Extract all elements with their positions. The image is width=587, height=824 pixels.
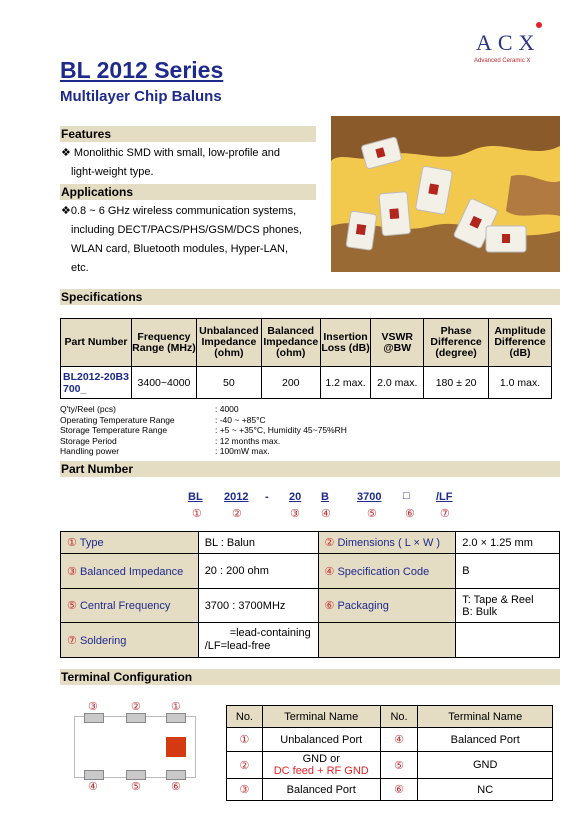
terminal-header-no-2: No.: [380, 706, 418, 728]
terminal-no-6: ⑥: [380, 779, 418, 801]
pn-soldering-value: =lead-containing /LF=lead-free: [198, 623, 318, 658]
applications-text: [61, 202, 302, 278]
chip-6: [486, 226, 526, 252]
spec-header-vswr: VSWR @BW: [371, 319, 424, 367]
pn-empty-value: [456, 623, 560, 658]
pad-3: [84, 713, 104, 723]
spec-insertion-loss: 1.2 max.: [320, 367, 371, 399]
pn-code-20: 20: [289, 491, 302, 503]
terminal-name-5: GND: [418, 752, 553, 779]
pn-row-2: [61, 554, 560, 589]
pad-2: [126, 713, 146, 723]
terminal-row-2: [227, 752, 553, 779]
pn-row-1: [61, 532, 560, 554]
pn-circle-7: ⑦: [440, 508, 450, 520]
pn-dimensions-label: ② Dimensions ( L × W ): [318, 532, 456, 554]
terminal-header-no-1: No.: [227, 706, 263, 728]
pad-5: [126, 770, 146, 780]
spec-data-row: [61, 367, 552, 399]
terminal-diagram-bottom-5: ⑤: [131, 781, 141, 793]
spec-unbalanced-impedance: 50: [196, 367, 261, 399]
pn-code-lf: /LF: [436, 491, 453, 503]
specifications-table: [60, 318, 552, 399]
terminal-header-name-1: Terminal Name: [262, 706, 380, 728]
pn-circle-3: ③: [290, 508, 300, 520]
spec-header-insertion-loss: Insertion Loss (dB): [320, 319, 371, 367]
pn-type-label: ① Type: [61, 532, 199, 554]
pn-row-4: [61, 623, 560, 658]
pn-impedance-value: 20 : 200 ohm: [198, 554, 318, 589]
terminal-diagram: [68, 700, 203, 800]
terminal-diagram-bottom-6: ⑥: [171, 781, 181, 793]
pn-code-2012: 2012: [224, 491, 249, 503]
terminal-heading: Terminal Configuration: [60, 669, 560, 685]
spec-header-phase-difference: Phase Difference (degree): [424, 319, 489, 367]
spec-notes: [60, 404, 347, 457]
terminal-name-1: Unbalanced Port: [262, 728, 380, 752]
note-operating-temp: Operating Temperature Range : -40 ~ +85°C: [60, 414, 266, 425]
product-photo-svg: [331, 116, 560, 272]
part-number-table: [60, 531, 560, 658]
terminal-row-1: [227, 728, 553, 752]
pn-empty-label: [318, 623, 456, 658]
logo-text: ACX: [476, 30, 541, 55]
features-heading: Features: [60, 126, 316, 142]
spec-header-row: [61, 319, 552, 367]
terminal-diagram-top-1: ①: [171, 701, 181, 713]
product-photo: [331, 116, 560, 272]
terminal-no-5: ⑤: [380, 752, 418, 779]
pn-code-dash: -: [265, 491, 269, 503]
terminal-no-2: ②: [227, 752, 263, 779]
terminal-header-row: [227, 706, 553, 728]
pn-circle-2: ②: [232, 508, 242, 520]
terminal-no-1: ①: [227, 728, 263, 752]
terminal-header-name-2: Terminal Name: [418, 706, 553, 728]
terminal-table: [226, 705, 553, 801]
pn-row-3: [61, 589, 560, 623]
features-line-1: ❖ Monolithic SMD with small, low-profile and: [61, 147, 280, 159]
pn-frequency-label: ⑤ Central Frequency: [61, 589, 199, 623]
pn-circle-4: ④: [321, 508, 331, 520]
applications-line-4: etc.: [71, 262, 89, 274]
terminal-row-3: [227, 779, 553, 801]
pn-packaging-label: ⑥ Packaging: [318, 589, 456, 623]
pn-spec-code-label: ④ Specification Code: [318, 554, 456, 589]
spec-header-balanced-impedance: Balanced Impedance (ohm): [261, 319, 320, 367]
spec-header-frequency: Frequency Range (MHz): [132, 319, 197, 367]
pn-type-value: BL : Balun: [198, 532, 318, 554]
terminal-diagram-top-3: ③: [88, 701, 98, 713]
features-line-2: light-weight type.: [71, 166, 154, 178]
page-subtitle: Multilayer Chip Baluns: [60, 88, 222, 105]
terminal-name-4: Balanced Port: [418, 728, 553, 752]
pn-code-bl: BL: [188, 491, 203, 503]
pn-spec-code-value: B: [456, 554, 560, 589]
terminal-diagram-bottom-4: ④: [88, 781, 98, 793]
orientation-mark: [166, 737, 186, 757]
pn-code-b: B: [321, 491, 329, 503]
terminal-no-4: ④: [380, 728, 418, 752]
logo-dot: [536, 22, 542, 28]
chip-2: [415, 166, 452, 215]
spec-part-number: BL2012-20B3700_: [61, 367, 132, 399]
terminal-name-2: GND or DC feed + RF GND: [262, 752, 380, 779]
terminal-no-3: ③: [227, 779, 263, 801]
spec-vswr: 2.0 max.: [371, 367, 424, 399]
pn-circle-6: ⑥: [405, 508, 415, 520]
specifications-heading: Specifications: [60, 289, 560, 305]
logo-subtitle: Advanced Ceramic X: [474, 58, 531, 64]
pn-dimensions-value: 2.0 × 1.25 mm: [456, 532, 560, 554]
pn-frequency-value: 3700 : 3700MHz: [198, 589, 318, 623]
pn-packaging-value: T: Tape & Reel B: Bulk: [456, 589, 560, 623]
note-storage-temp: Storage Temperature Range : +5 ~ +35°C, Humidity 45~75%RH: [60, 425, 347, 435]
chip-3: [379, 192, 411, 236]
pad-6: [166, 770, 186, 780]
spec-amplitude-difference: 1.0 max.: [489, 367, 552, 399]
spec-header-part-number: Part Number: [61, 319, 132, 367]
pn-soldering-label: ⑦ Soldering: [61, 623, 199, 658]
chip-4: [346, 211, 377, 250]
applications-heading: Applications: [60, 184, 316, 200]
applications-line-1: ❖0.8 ~ 6 GHz wireless communication systems,: [61, 205, 297, 217]
terminal-name-3: Balanced Port: [262, 779, 380, 801]
features-text: [61, 144, 280, 182]
part-number-heading: Part Number: [60, 461, 560, 477]
applications-line-2: including DECT/PACS/PHS/GSM/DCS phones,: [71, 224, 302, 236]
note-handling-power: Handling power : 100mW max.: [60, 446, 270, 456]
terminal-diagram-top-2: ②: [131, 701, 141, 713]
acx-logo: [470, 30, 560, 70]
note-storage-period: Storage Period : 12 months max.: [60, 435, 281, 446]
pn-code-box: □: [403, 490, 410, 502]
spec-frequency: 3400~4000: [132, 367, 197, 399]
pn-circle-1: ①: [192, 508, 202, 520]
spec-header-unbalanced-impedance: Unbalanced Impedance (ohm): [196, 319, 261, 367]
page-title: BL 2012 Series: [60, 57, 224, 83]
spec-header-amplitude-difference: Amplitude Difference (dB): [489, 319, 552, 367]
pad-1: [166, 713, 186, 723]
spec-phase-difference: 180 ± 20: [424, 367, 489, 399]
note-qty: Q'ty/Reel (pcs) : 4000: [60, 404, 239, 414]
applications-line-3: WLAN card, Bluetooth modules, Hyper-LAN,: [71, 243, 289, 255]
pad-4: [84, 770, 104, 780]
pn-circle-5: ⑤: [367, 508, 377, 520]
terminal-name-6: NC: [418, 779, 553, 801]
pn-impedance-label: ③ Balanced Impedance: [61, 554, 199, 589]
pn-code-3700: 3700: [357, 491, 382, 503]
spec-balanced-impedance: 200: [261, 367, 320, 399]
